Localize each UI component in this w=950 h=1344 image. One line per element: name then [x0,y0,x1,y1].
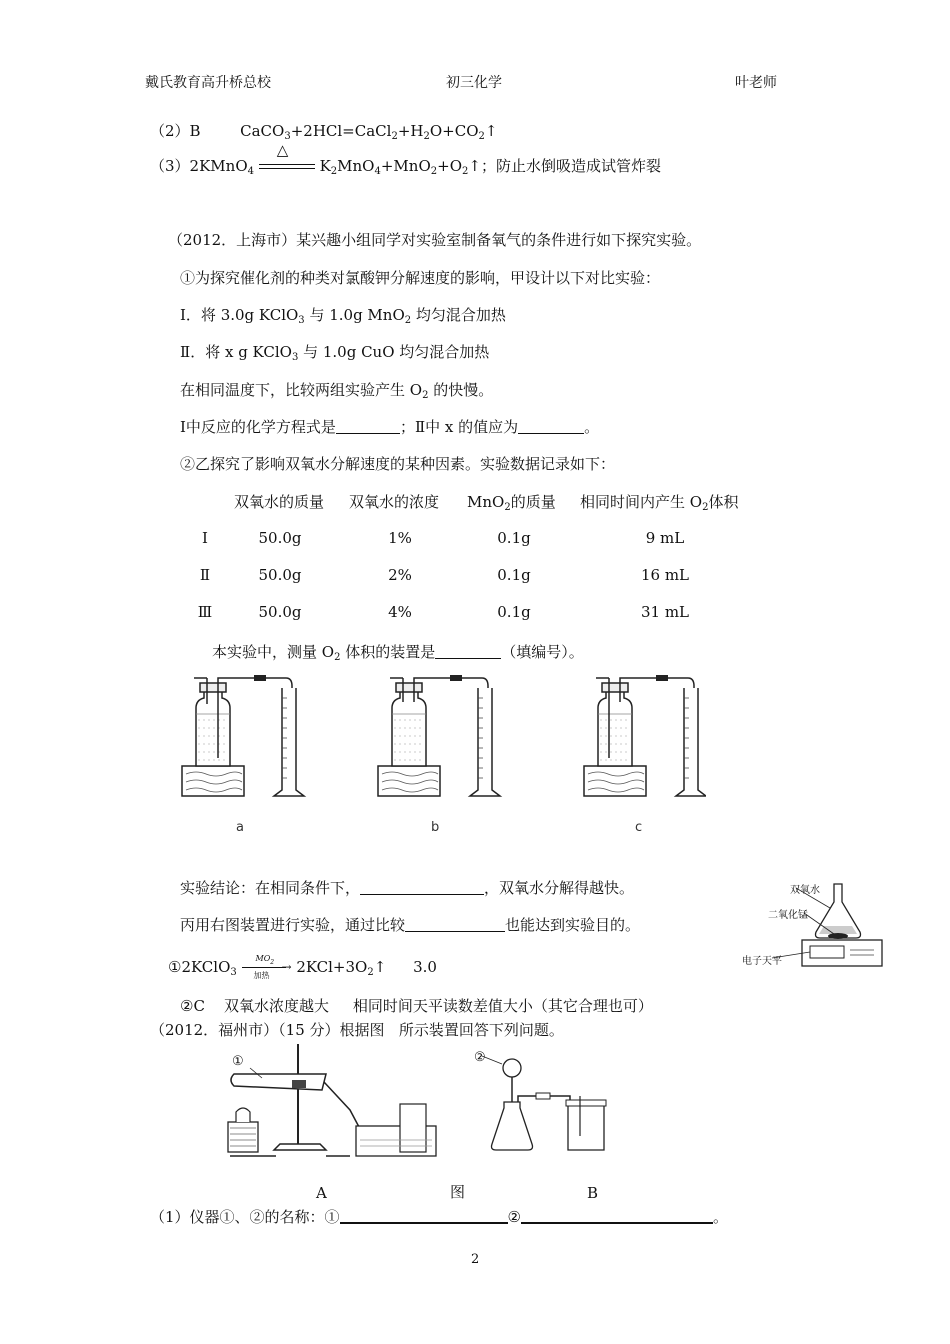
text-part: ② [507,1208,521,1226]
text-part: Ⅰ中反应的化学方程式是 [180,418,336,436]
q1-experiment-1 [180,304,506,325]
text-part: MO [255,954,271,963]
apparatus-label-b: b [431,820,440,835]
text-part: 体积的装置是 [340,643,436,661]
row-concentration: 1% [388,529,412,547]
row-concentration: 4% [388,603,412,621]
eq-sub: 3 [284,131,291,142]
header-left: 戴氏教育高升桥总校 [145,75,271,91]
eq-sub: 2 [404,315,412,326]
eq-sub: 2 [702,502,709,513]
eq-part: MnO [337,157,375,175]
text-part: ，双氧水分解得越快。 [484,879,635,897]
reaction-condition [259,141,315,173]
text-part: 的快慢。 [428,381,494,399]
equals-line-bottom [259,168,315,169]
text-part: 。 [713,1208,729,1226]
text-part: 。 [584,418,600,436]
eq-sub: 2 [430,166,438,177]
gas-measure-apparatus-figure [176,666,706,846]
text-part: MnO [467,493,505,511]
catalyst-arrow [242,954,292,980]
label-instrument-1: ① [232,1054,244,1069]
q1-compare [180,379,493,400]
text-part: ↑ [373,958,387,976]
eq-sub: 3 [298,315,305,326]
eq-sub: 2 [270,959,275,966]
text-part: 丙用右图装置进行实验，通过比较 [180,916,406,934]
apparatus-label-a: a [236,820,244,835]
q1-measure [212,641,584,662]
row-concentration: 2% [388,566,412,584]
answer-2-number: （2）B [150,122,201,140]
eq-part: ↑；防止水倒吸造成试管炸裂 [468,157,661,175]
row-id: Ⅲ [197,603,213,621]
q1-experiment-2 [180,341,489,362]
text-part: 体积 [708,493,739,511]
eq-part: +O [437,157,462,175]
label-manganese-dioxide: 二氧化锰 [768,910,808,921]
eq-part: +H [397,122,424,140]
heat-triangle: △ [276,141,289,159]
q1-answer-2: ②C 双氧水浓度越大 相同时间天平读数差值大小（其它合理也可） [180,997,653,1015]
text-part: 2KCl+3O [296,958,368,976]
eq-part: ↑ [484,122,498,140]
row-mass: 50.0g [258,566,302,584]
text-part: 均匀混合加热 [411,306,506,324]
eq-sub: 2 [422,390,429,401]
text-part: （填编号）。 [501,643,584,661]
text-part: 实验结论：在相同条件下， [180,879,361,897]
answer-blank[interactable] [336,419,400,434]
q2-ask [150,1206,728,1227]
text-part: 也能达到实验目的。 [505,916,641,934]
fuzhou-apparatus-figure [210,1040,630,1170]
row-mno2: 0.1g [497,529,531,547]
text-part: （1）仪器①、②的名称：① [150,1208,340,1226]
text-part: 在相同温度下，比较两组实验产生 O [180,381,423,399]
table-header-mno2 [467,491,556,512]
row-mno2: 0.1g [497,566,531,584]
answer-line-2 [150,120,497,141]
text-part: 相同时间内产生 O [580,493,703,511]
text-part: 与 1.0g CuO 均匀混合加热 [298,343,490,361]
header-right: 叶老师 [735,75,777,91]
row-mass: 50.0g [258,529,302,547]
label-instrument-2: ② [474,1050,486,1065]
eq-sub: 4 [247,166,254,177]
row-volume: 16 mL [640,566,690,584]
eq-part: K [319,157,331,175]
answer-blank[interactable] [518,419,584,434]
answer-blank[interactable] [405,917,505,932]
answer-blank[interactable] [360,880,484,895]
text-part: 3.0 [413,958,437,976]
row-id: Ⅰ [202,529,208,547]
eq-part: +2HCl=CaCl [290,122,392,140]
q1-conclusion [180,877,634,898]
eq-sub: 2 [478,131,485,142]
label-hydrogen-peroxide: 双氧水 [790,885,820,896]
table-header-concentration: 双氧水的浓度 [349,493,440,511]
eq-sub: 3 [291,352,299,363]
eq-sub: 2 [462,166,469,177]
label-electronic-balance: 电子天平 [742,956,782,967]
apparatus-c [584,675,706,796]
q1-intro: （2012．上海市）某兴趣小组同学对实验室制备氧气的条件进行如下探究实验。 [168,231,702,249]
eq-sub: 3 [230,967,237,978]
text-part: 与 1.0g MnO [304,306,405,324]
catalyst-label [255,954,275,966]
eq-sub: 2 [334,652,341,663]
apparatus-A [228,1044,436,1156]
answer-blank[interactable] [340,1208,508,1224]
text-part: Ⅱ．将 x g KClO [180,343,292,361]
eq-sub: 2 [423,131,430,142]
answer-3-number: （3）2KMnO [150,157,248,175]
eq-sub: 4 [374,166,381,177]
arrow-head: → [281,960,292,974]
row-id: Ⅱ [199,566,211,584]
q1-ask1 [180,416,599,437]
label-apparatus-B: B [587,1184,599,1202]
q1-answer-1 [168,954,437,980]
text-part: 本实验中，测量 O [212,643,335,661]
page-number: 2 [471,1252,480,1267]
q1-part2: ②乙探究了影响双氧水分解速度的某种因素。实验数据记录如下： [180,455,616,473]
q2-intro: （2012．福州市）（15 分）根据图 所示装置回答下列问题。 [150,1021,564,1039]
table-header-mass: 双氧水的质量 [234,493,325,511]
heat-label: 加热 [253,971,270,980]
row-volume: 31 mL [640,603,690,621]
eq-sub: 2 [367,967,374,978]
answer-blank[interactable] [521,1208,713,1224]
row-mno2: 0.1g [497,603,531,621]
eq-part: O+CO [429,122,479,140]
row-mass: 50.0g [258,603,302,621]
answer-line-3 [150,141,661,177]
q1-part1: ①为探究催化剂的种类对氯酸钾分解速度的影响，甲设计以下对比实验： [180,269,661,287]
table-header-volume [580,491,738,512]
arrow-shaft [242,967,286,968]
eq-sub: 2 [330,166,338,177]
label-apparatus-A: A [316,1184,327,1202]
apparatus-a [182,675,304,796]
answer-blank[interactable] [435,644,501,659]
text-part: Ⅰ．将 3.0g KClO [180,306,299,324]
apparatus-B [482,1056,606,1150]
eq-sub: 2 [391,131,398,142]
q1-bing [180,914,640,935]
eq-part: CaCO [240,122,285,140]
apparatus-b [378,675,500,796]
label-figure: 图 [450,1183,466,1201]
apparatus-label-c: c [635,820,643,835]
equals-line-top [259,164,315,165]
header-center: 初三化学 [446,75,502,91]
row-volume: 9 mL [645,529,685,547]
eq-part: +MnO [380,157,431,175]
text-part: 的质量 [510,493,556,511]
text-part: ；Ⅱ中 x 的值应为 [399,418,519,436]
eq-sub: 2 [504,502,511,513]
text-part: ①2KClO [168,958,231,976]
